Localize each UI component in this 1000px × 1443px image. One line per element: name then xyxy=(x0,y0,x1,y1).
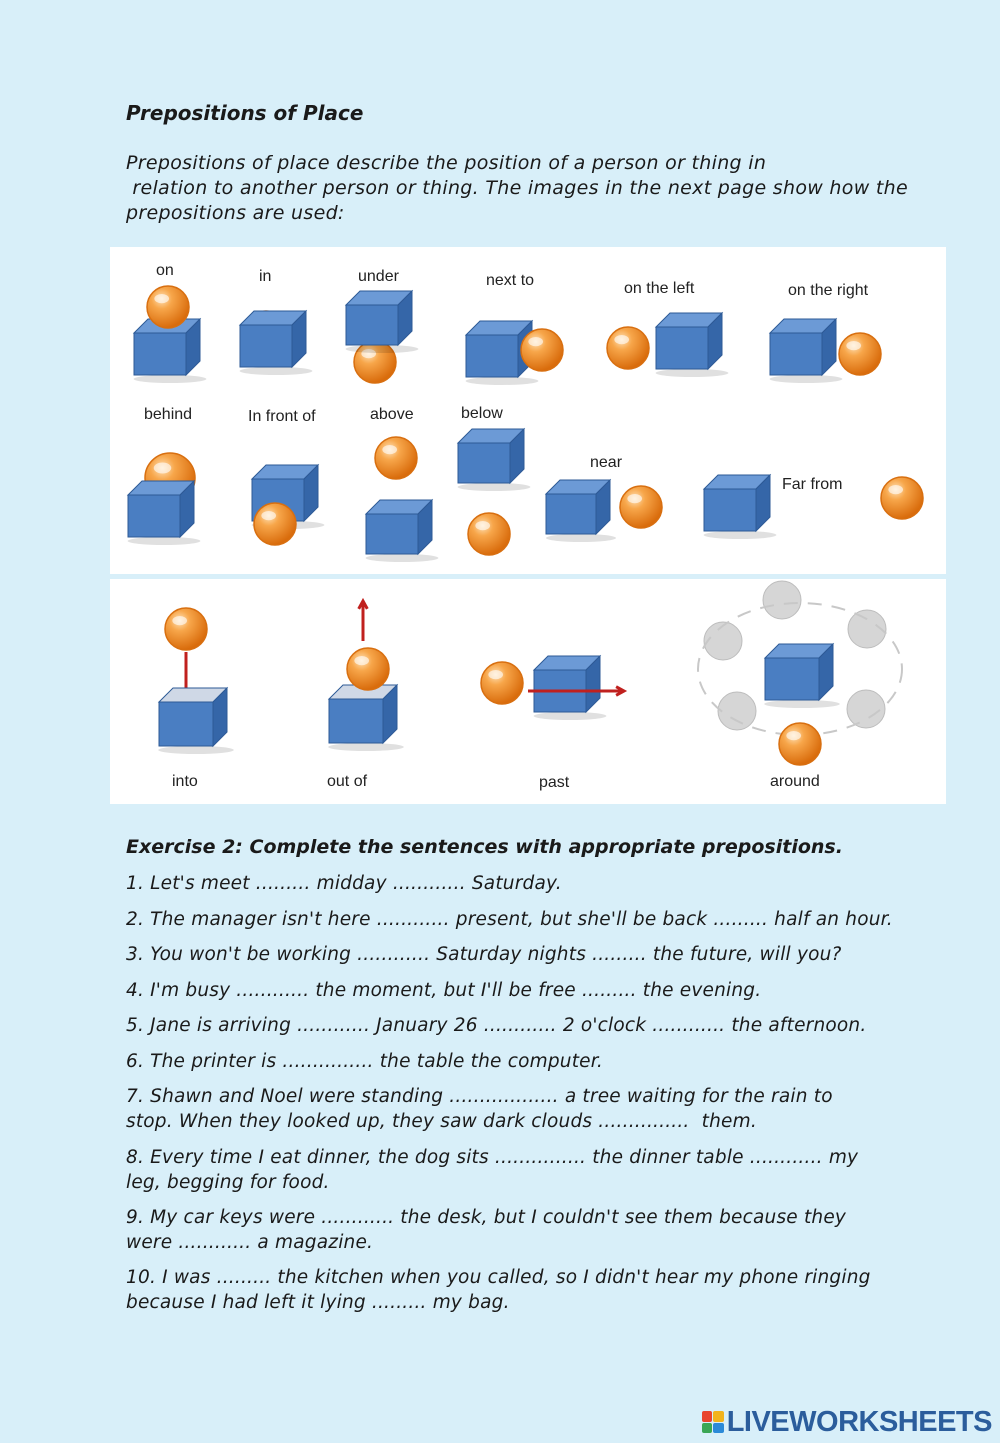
ball-icon xyxy=(347,648,389,690)
cube-front xyxy=(159,702,213,746)
label-next-to: next to xyxy=(486,272,535,289)
cube-front xyxy=(134,333,186,375)
ghost-ball-icon xyxy=(718,692,756,730)
ball-body xyxy=(620,486,662,528)
liveworksheets-logo xyxy=(702,1405,992,1439)
ball-highlight xyxy=(786,731,801,740)
question-line: 4. I'm busy ............ the moment, but I'll be free ......... the evening. xyxy=(126,980,762,1001)
ball-icon xyxy=(620,486,662,528)
ghost-ball-body xyxy=(847,690,885,728)
ball-icon xyxy=(607,327,649,369)
intro-line: relation to another person or thing. The images in the next page show how the xyxy=(126,177,908,199)
cube-icon xyxy=(128,481,201,545)
label-out-of: out of xyxy=(327,773,368,790)
ball-body xyxy=(468,513,510,555)
ball-icon xyxy=(468,513,510,555)
cube-shadow xyxy=(546,534,616,542)
ball-highlight xyxy=(354,656,369,665)
ball-icon xyxy=(165,608,207,650)
ball-highlight xyxy=(382,445,397,454)
ball-highlight xyxy=(261,511,276,520)
question-1 xyxy=(126,871,916,896)
ball-body xyxy=(481,662,523,704)
cube-shadow xyxy=(770,375,843,383)
label-near: near xyxy=(590,454,623,471)
cube-shadow xyxy=(656,369,729,377)
ball-highlight xyxy=(888,485,903,494)
liveworksheets-logo-text: LIVEWORKSHEETS xyxy=(726,1405,992,1438)
arrow-icon xyxy=(359,601,368,641)
ball-highlight xyxy=(627,494,642,503)
cube-icon xyxy=(704,475,777,539)
label-above: above xyxy=(370,406,414,423)
label-into: into xyxy=(172,773,198,790)
ball-highlight xyxy=(172,616,187,625)
question-9 xyxy=(126,1205,916,1255)
label-around: around xyxy=(770,773,820,790)
cube-shadow xyxy=(458,483,531,491)
ball-body xyxy=(881,477,923,519)
cube-icon xyxy=(346,291,419,353)
question-line: because I had left it lying ......... my bag. xyxy=(126,1292,510,1313)
ball-icon xyxy=(147,286,189,328)
prepositions-illustration-motion xyxy=(110,579,946,804)
question-line: 5. Jane is arriving ............ January 26 ............ 2 o'clock ............ the afternoon. xyxy=(126,1015,867,1036)
question-line: 2. The manager isn't here ............ present, but she'll be back ......... half an hour. xyxy=(126,909,893,930)
label-on-the-right: on the right xyxy=(788,282,869,299)
ball-highlight xyxy=(528,337,543,346)
cube-front xyxy=(346,305,398,345)
question-10 xyxy=(126,1265,916,1315)
ball-icon xyxy=(521,329,563,371)
label-under: under xyxy=(358,268,399,285)
label-on: on xyxy=(156,262,174,279)
cube-shadow xyxy=(534,712,607,720)
ball-body xyxy=(147,286,189,328)
cube-icon xyxy=(366,500,439,562)
question-line: 10. I was ......... the kitchen when you called, so I didn't hear my phone ringing xyxy=(126,1267,871,1288)
intro-line: prepositions are used: xyxy=(126,202,345,224)
ghost-ball-icon xyxy=(763,581,801,619)
label-on-the-left: on the left xyxy=(624,280,695,297)
ball-body xyxy=(254,503,296,545)
ball-body xyxy=(165,608,207,650)
exercise-title: Exercise 2: Complete the sentences with appropriate prepositions. xyxy=(126,836,843,858)
question-8 xyxy=(126,1145,916,1195)
ball-icon xyxy=(481,662,523,704)
cube-icon xyxy=(656,313,729,377)
ball-highlight xyxy=(154,463,172,474)
cube-front xyxy=(458,443,510,483)
ball-icon xyxy=(881,477,923,519)
label-in: in xyxy=(259,268,272,285)
cube-shadow xyxy=(764,700,840,708)
cube-shadow xyxy=(158,746,234,754)
liveworksheets-logo-icon xyxy=(702,1411,724,1433)
cube-shadow xyxy=(466,377,539,385)
question-3 xyxy=(126,942,916,967)
ball-icon xyxy=(375,437,417,479)
label-in-front-of: In front of xyxy=(248,408,316,425)
cube-icon xyxy=(764,644,840,708)
cube-icon xyxy=(158,688,234,754)
cube-front xyxy=(704,489,756,531)
cube-icon xyxy=(328,685,404,751)
cube-icon xyxy=(770,319,843,383)
ball-highlight xyxy=(614,335,629,344)
question-line: were ............ a magazine. xyxy=(126,1232,374,1253)
ball-highlight xyxy=(475,521,490,530)
question-line: 3. You won't be working ............ Saturday nights ......... the future, will you? xyxy=(126,944,842,965)
ball-body xyxy=(839,333,881,375)
label-below: below xyxy=(461,405,503,422)
cube-front xyxy=(128,495,180,537)
question-line: 6. The printer is ............... the table the computer. xyxy=(126,1051,603,1072)
ball-icon xyxy=(839,333,881,375)
question-line: 9. My car keys were ............ the desk, but I couldn't see them because they xyxy=(126,1207,847,1228)
prepositions-static-svg xyxy=(110,247,946,574)
ball-highlight xyxy=(488,670,503,679)
question-4 xyxy=(126,978,916,1003)
ball-body xyxy=(521,329,563,371)
cube-shadow xyxy=(128,537,201,545)
ball-body xyxy=(347,648,389,690)
label-far-from: Far from xyxy=(782,476,843,493)
ball-body xyxy=(779,723,821,765)
ball-body xyxy=(375,437,417,479)
question-line: stop. When they looked up, they saw dark clouds ............... them. xyxy=(126,1111,757,1132)
page-title: Prepositions of Place xyxy=(126,101,364,125)
label-behind: behind xyxy=(144,406,193,423)
ghost-ball-body xyxy=(763,581,801,619)
cube-front xyxy=(546,494,596,534)
intro-line: Prepositions of place describe the position of a person or thing in xyxy=(126,152,767,174)
cube-front xyxy=(329,699,383,743)
ball-body xyxy=(607,327,649,369)
ghost-ball-icon xyxy=(704,622,742,660)
intro-paragraph xyxy=(126,151,926,226)
question-7 xyxy=(126,1084,916,1134)
ghost-ball-body xyxy=(718,692,756,730)
prepositions-motion-svg xyxy=(110,579,946,804)
cube-front xyxy=(366,514,418,554)
question-5 xyxy=(126,1013,916,1038)
ball-icon xyxy=(254,503,296,545)
ghost-ball-icon xyxy=(847,690,885,728)
cube-icon xyxy=(546,480,616,542)
ball-icon xyxy=(779,723,821,765)
question-line: 1. Let's meet ......... midday ............ Saturday. xyxy=(126,873,562,894)
cube-front xyxy=(466,335,518,377)
cube-front xyxy=(770,333,822,375)
ghost-ball-body xyxy=(704,622,742,660)
cube-shadow xyxy=(240,367,313,375)
ball-highlight xyxy=(154,294,169,303)
cube-shadow xyxy=(366,554,439,562)
prepositions-illustration-static xyxy=(110,247,946,574)
label-past: past xyxy=(539,774,570,791)
question-line: 7. Shawn and Noel were standing .................. a tree waiting for the rain to xyxy=(126,1086,833,1107)
question-line: 8. Every time I eat dinner, the dog sits ............... the dinner table ............ my xyxy=(126,1147,859,1168)
cube-shadow xyxy=(704,531,777,539)
cube-shadow xyxy=(328,743,404,751)
cube-front xyxy=(656,327,708,369)
question-6 xyxy=(126,1049,916,1074)
cube-icon xyxy=(458,429,531,491)
cube-front xyxy=(765,658,819,700)
cube-shadow xyxy=(134,375,207,383)
cube-shadow xyxy=(346,345,419,353)
question-2 xyxy=(126,907,916,932)
question-line: leg, begging for food. xyxy=(126,1172,330,1193)
cube-icon xyxy=(240,311,313,375)
ball-highlight xyxy=(846,341,861,350)
cube-icon xyxy=(534,656,607,720)
cube-front xyxy=(240,325,292,367)
